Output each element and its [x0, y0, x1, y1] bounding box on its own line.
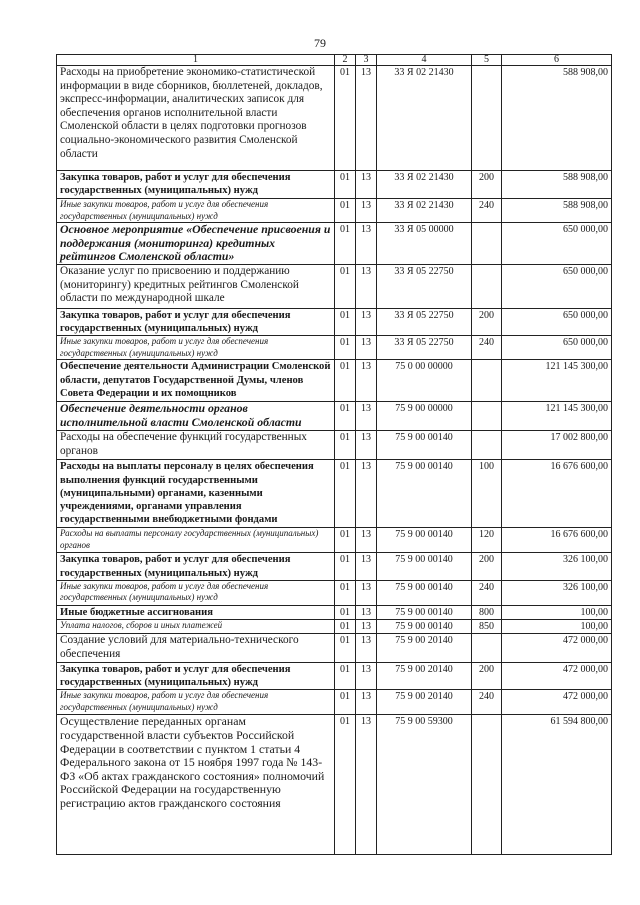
row-amount: 16 676 600,00 — [502, 528, 612, 553]
row-section: 01 — [335, 605, 356, 619]
row-name: Иные бюджетные ассигнования — [57, 605, 335, 619]
row-subsection: 13 — [356, 309, 377, 336]
row-name: Закупка товаров, работ и услуг для обеспечения государственных (муниципальных) нужд — [57, 171, 335, 199]
table-row — [57, 171, 612, 199]
row-name: Закупка товаров, работ и услуг для обеспечения государственных (муниципальных) нужд — [57, 553, 335, 580]
table-row — [57, 66, 612, 171]
row-subsection: 13 — [356, 66, 377, 171]
row-subsection: 13 — [356, 620, 377, 634]
row-subsection: 13 — [356, 690, 377, 715]
row-name: Обеспечение деятельности Администрации Смоленской области, депутатов Государственной Думы, членов Совета Федерации и их помощников — [57, 360, 335, 402]
row-section: 01 — [335, 199, 356, 223]
row-amount: 100,00 — [502, 605, 612, 619]
table-row — [57, 634, 612, 663]
row-section: 01 — [335, 223, 356, 265]
row-section: 01 — [335, 553, 356, 580]
table-row — [57, 402, 612, 431]
header-col-4: 4 — [377, 55, 472, 66]
table-row — [57, 360, 612, 402]
row-target-article: 33 Я 05 22750 — [377, 309, 472, 336]
row-target-article: 75 0 00 00000 — [377, 360, 472, 402]
row-section: 01 — [335, 402, 356, 431]
row-expense-type — [472, 634, 502, 663]
row-expense-type: 200 — [472, 171, 502, 199]
row-section: 01 — [335, 580, 356, 605]
row-expense-type — [472, 431, 502, 460]
row-expense-type: 200 — [472, 553, 502, 580]
row-name: Иные закупки товаров, работ и услуг для обеспечения государственных (муниципальных) нужд — [57, 336, 335, 360]
row-subsection: 13 — [356, 402, 377, 431]
row-section: 01 — [335, 460, 356, 528]
row-target-article: 33 Я 05 22750 — [377, 336, 472, 360]
row-section: 01 — [335, 663, 356, 690]
row-expense-type: 800 — [472, 605, 502, 619]
row-expense-type: 200 — [472, 663, 502, 690]
row-amount: 472 000,00 — [502, 663, 612, 690]
row-amount: 121 145 300,00 — [502, 360, 612, 402]
row-name: Осуществление переданных органам государственной власти субъектов Российской Федерации в соответствии с пунктом 1 статьи 4 Федерального закона от 15 ноября 1997 года № 143-ФЗ «Об актах гражданского состояния» полномочий Российской Федерации на государственную регистрацию актов гражданского состояния — [57, 715, 335, 855]
row-expense-type — [472, 265, 502, 309]
row-target-article: 33 Я 05 22750 — [377, 265, 472, 309]
row-expense-type: 850 — [472, 620, 502, 634]
row-name: Закупка товаров, работ и услуг для обеспечения государственных (муниципальных) нужд — [57, 663, 335, 690]
row-expense-type: 100 — [472, 460, 502, 528]
row-name: Расходы на обеспечение функций государственных органов — [57, 431, 335, 460]
row-subsection: 13 — [356, 223, 377, 265]
row-section: 01 — [335, 309, 356, 336]
row-target-article: 75 9 00 00140 — [377, 553, 472, 580]
row-amount: 650 000,00 — [502, 223, 612, 265]
row-amount: 588 908,00 — [502, 66, 612, 171]
budget-table — [56, 54, 612, 855]
row-name: Уплата налогов, сборов и иных платежей — [57, 620, 335, 634]
row-section: 01 — [335, 620, 356, 634]
row-amount: 16 676 600,00 — [502, 460, 612, 528]
row-expense-type — [472, 66, 502, 171]
row-subsection: 13 — [356, 634, 377, 663]
table-row — [57, 199, 612, 223]
row-subsection: 13 — [356, 431, 377, 460]
row-amount: 121 145 300,00 — [502, 402, 612, 431]
row-subsection: 13 — [356, 663, 377, 690]
row-amount: 650 000,00 — [502, 265, 612, 309]
header-col-3: 3 — [356, 55, 377, 66]
row-subsection: 13 — [356, 336, 377, 360]
row-amount: 326 100,00 — [502, 553, 612, 580]
row-section: 01 — [335, 336, 356, 360]
row-section: 01 — [335, 360, 356, 402]
row-amount: 472 000,00 — [502, 690, 612, 715]
table-row — [57, 336, 612, 360]
row-expense-type: 240 — [472, 336, 502, 360]
header-col-1: 1 — [57, 55, 335, 66]
header-row — [57, 55, 612, 66]
row-section: 01 — [335, 715, 356, 855]
row-subsection: 13 — [356, 171, 377, 199]
row-section: 01 — [335, 171, 356, 199]
table-row — [57, 715, 612, 855]
row-target-article: 75 9 00 00140 — [377, 580, 472, 605]
row-subsection: 13 — [356, 605, 377, 619]
row-expense-type: 120 — [472, 528, 502, 553]
row-expense-type — [472, 402, 502, 431]
row-name: Расходы на выплаты персоналу в целях обеспечения выполнения функций государственными (муниципальными) органами, казенными учреждениями, органами управления государственными внебюджетными фондами — [57, 460, 335, 528]
table-row — [57, 605, 612, 619]
row-name: Обеспечение деятельности органов исполнительной власти Смоленской области — [57, 402, 335, 431]
row-subsection: 13 — [356, 265, 377, 309]
row-target-article: 75 9 00 00140 — [377, 460, 472, 528]
row-target-article: 75 9 00 00140 — [377, 528, 472, 553]
header-col-5: 5 — [472, 55, 502, 66]
row-name: Закупка товаров, работ и услуг для обеспечения государственных (муниципальных) нужд — [57, 309, 335, 336]
table-row — [57, 620, 612, 634]
row-target-article: 75 9 00 20140 — [377, 690, 472, 715]
row-target-article: 33 Я 05 00000 — [377, 223, 472, 265]
row-name: Расходы на приобретение экономико-статистической информации в виде сборников, бюллетеней, докладов, экспресс-информации, аналитических записок для обеспечения органов исполнительной власти Смоленской области в целях подготовки прогнозов социально-экономического развития Смоленской области — [57, 66, 335, 171]
row-amount: 650 000,00 — [502, 336, 612, 360]
row-name: Оказание услуг по присвоению и поддержанию (мониторингу) кредитных рейтингов Смоленской области по международной шкале — [57, 265, 335, 309]
row-expense-type: 200 — [472, 309, 502, 336]
row-target-article: 75 9 00 59300 — [377, 715, 472, 855]
table-row — [57, 553, 612, 580]
row-expense-type — [472, 223, 502, 265]
row-name: Расходы на выплаты персоналу государственных (муниципальных) органов — [57, 528, 335, 553]
row-name: Иные закупки товаров, работ и услуг для обеспечения государственных (муниципальных) нужд — [57, 690, 335, 715]
row-expense-type: 240 — [472, 580, 502, 605]
table-row — [57, 460, 612, 528]
table-row — [57, 580, 612, 605]
row-target-article: 33 Я 02 21430 — [377, 171, 472, 199]
row-target-article: 75 9 00 00000 — [377, 402, 472, 431]
row-subsection: 13 — [356, 715, 377, 855]
row-amount: 472 000,00 — [502, 634, 612, 663]
table-row — [57, 223, 612, 265]
row-section: 01 — [335, 265, 356, 309]
row-name: Иные закупки товаров, работ и услуг для обеспечения государственных (муниципальных) нужд — [57, 580, 335, 605]
row-target-article: 75 9 00 20140 — [377, 663, 472, 690]
row-subsection: 13 — [356, 360, 377, 402]
row-name: Основное мероприятие «Обеспечение присвоения и поддержания (мониторинга) кредитных рейтингов Смоленской области» — [57, 223, 335, 265]
row-amount: 588 908,00 — [502, 199, 612, 223]
row-amount: 326 100,00 — [502, 580, 612, 605]
row-expense-type — [472, 360, 502, 402]
row-amount: 588 908,00 — [502, 171, 612, 199]
row-section: 01 — [335, 690, 356, 715]
row-target-article: 75 9 00 00140 — [377, 620, 472, 634]
row-target-article: 33 Я 02 21430 — [377, 66, 472, 171]
row-section: 01 — [335, 66, 356, 171]
row-target-article: 33 Я 02 21430 — [377, 199, 472, 223]
row-subsection: 13 — [356, 460, 377, 528]
row-name: Создание условий для материально-технического обеспечения — [57, 634, 335, 663]
table-row — [57, 431, 612, 460]
row-expense-type — [472, 715, 502, 855]
row-subsection: 13 — [356, 199, 377, 223]
row-expense-type: 240 — [472, 199, 502, 223]
row-section: 01 — [335, 634, 356, 663]
row-amount: 61 594 800,00 — [502, 715, 612, 855]
header-col-2: 2 — [335, 55, 356, 66]
row-section: 01 — [335, 528, 356, 553]
row-target-article: 75 9 00 20140 — [377, 634, 472, 663]
row-amount: 650 000,00 — [502, 309, 612, 336]
row-target-article: 75 9 00 00140 — [377, 431, 472, 460]
row-subsection: 13 — [356, 553, 377, 580]
page-number: 79 — [314, 36, 326, 50]
row-amount: 100,00 — [502, 620, 612, 634]
row-section: 01 — [335, 431, 356, 460]
table-row — [57, 528, 612, 553]
table-row — [57, 690, 612, 715]
row-subsection: 13 — [356, 528, 377, 553]
table-row — [57, 309, 612, 336]
table-row — [57, 663, 612, 690]
row-name: Иные закупки товаров, работ и услуг для обеспечения государственных (муниципальных) нужд — [57, 199, 335, 223]
row-subsection: 13 — [356, 580, 377, 605]
header-col-6: 6 — [502, 55, 612, 66]
row-expense-type: 240 — [472, 690, 502, 715]
table-row — [57, 265, 612, 309]
row-target-article: 75 9 00 00140 — [377, 605, 472, 619]
row-amount: 17 002 800,00 — [502, 431, 612, 460]
